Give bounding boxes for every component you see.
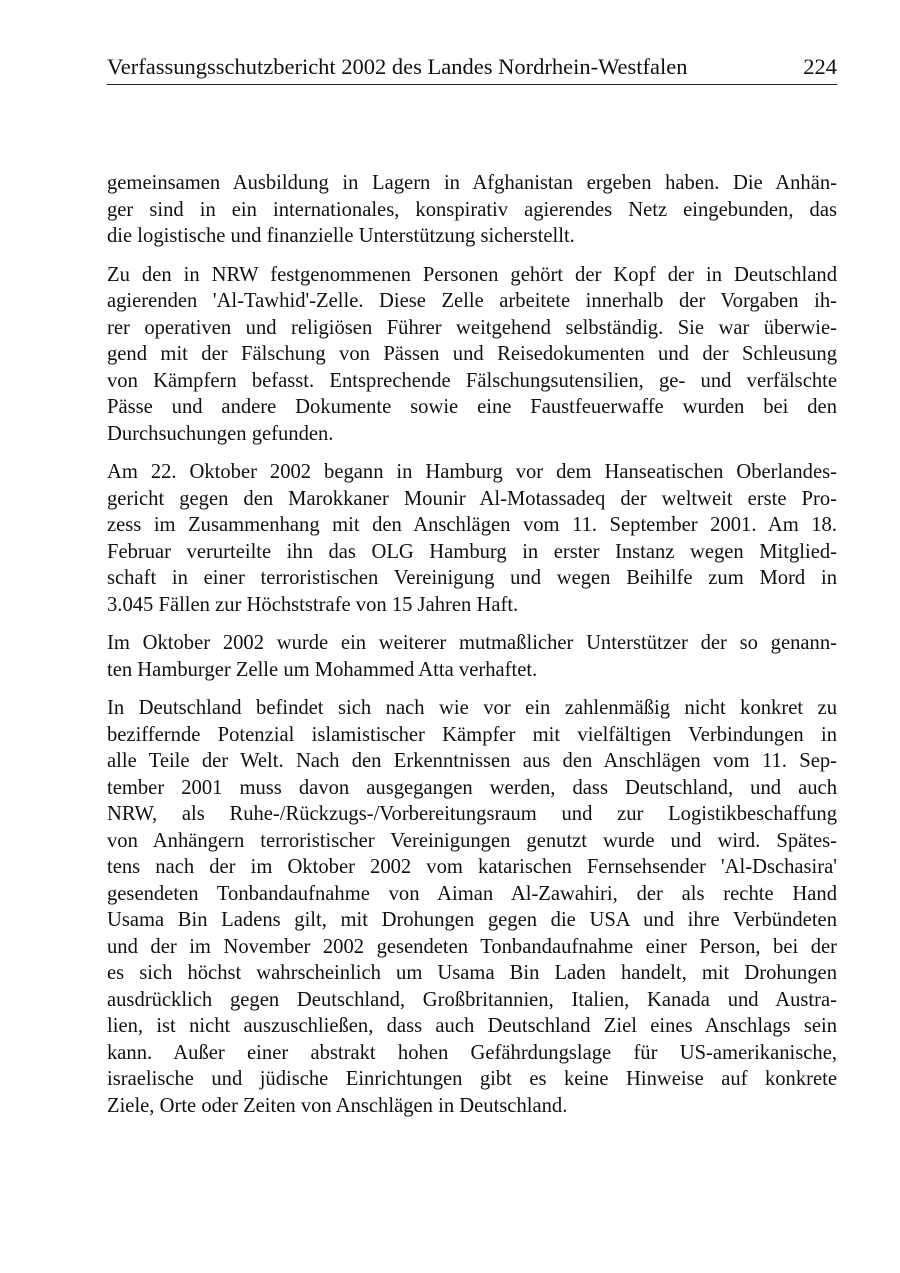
paragraph-3 [107,459,837,618]
text-line: es sich höchst wahrscheinlich um Usama Bin Laden handelt, mit Drohungen [107,962,837,984]
page-number: 224 [803,54,837,79]
paragraph-2 [107,262,837,448]
text-line: die logistische und finanzielle Unterstützung sicherstellt. [107,225,575,247]
text-line: zess im Zusammenhang mit den Anschlägen vom 11. September 2001. Am 18. [107,514,837,536]
text-line: und der im November 2002 gesendeten Tonbandaufnahme einer Person, bei der [107,935,837,958]
paragraph-4 [107,630,837,683]
text-line: von Anhängern terroristischer Vereinigungen genutzt wurde und wird. Spätes- [107,829,837,852]
text-line: ten Hamburger Zelle um Mohammed Atta verhaftet. [107,658,538,681]
running-header [107,52,837,85]
text-line: von Kämpfern befasst. Entsprechende Fälschungsutensilien, ge- und verfälschte [107,369,837,392]
paragraph-1 [107,170,837,250]
text-line: alle Teile der Welt. Nach den Erkenntnissen aus den Anschlägen vom 11. Sep- [107,750,837,772]
text-line: beziffernde Potenzial islamistischer Kämpfer mit vielfältigen Verbindungen in [107,723,837,746]
text-line: tember 2001 muss davon ausgegangen werden, dass Deutschland, und auch [107,776,837,799]
text-line: Pässe und andere Dokumente sowie eine Faustfeuerwaffe wurden bei den [107,396,837,418]
header-title: Verfassungsschutzbericht 2002 des Landes Nordrhein-Westfalen [107,54,688,79]
text-line: Im Oktober 2002 wurde ein weiterer mutmaßlicher Unterstützer der so genann- [107,632,837,654]
text-line: gesendeten Tonbandaufnahme von Aiman Al-Zawahiri, der als rechte Hand [107,882,837,905]
text-line: Durchsuchungen gefunden. [107,422,334,445]
text-line: Usama Bin Ladens gilt, mit Drohungen gegen die USA und ihre Verbündeten [107,909,837,931]
text-line: gend mit der Fälschung von Pässen und Reisedokumenten und der Schleusung [107,343,837,365]
text-line: Zu den in NRW festgenommenen Personen gehört der Kopf der in Deutschland [107,263,837,286]
text-line: In Deutschland befindet sich nach wie vor ein zahlenmäßig nicht konkret zu [107,697,837,719]
text-line: ger sind in ein internationales, konspirativ agierendes Netz eingebunden, das [107,198,837,221]
text-line: rer operativen und religiösen Führer weitgehend selbständig. Sie war überwie- [107,316,837,339]
text-line: ausdrücklich gegen Deutschland, Großbritannien, Italien, Kanada und Austra- [107,988,837,1011]
text-line: gericht gegen den Marokkaner Mounir Al-Motassadeq der weltweit erste Pro- [107,487,837,510]
text-line: Am 22. Oktober 2002 begann in Hamburg vor dem Hanseatischen Oberlandes- [107,461,837,483]
text-line: 3.045 Fällen zur Höchststrafe von 15 Jahren Haft. [107,593,519,616]
text-line: israelische und jüdische Einrichtungen gibt es keine Hinweise auf konkrete [107,1068,837,1090]
text-line: Februar verurteilte ihn das OLG Hamburg in erster Instanz wegen Mitglied- [107,540,837,563]
text-line: lien, ist nicht auszuschließen, dass auch Deutschland Ziel eines Anschlags sein [107,1015,837,1037]
text-line: agierenden 'Al-Tawhid'-Zelle. Diese Zelle arbeitete innerhalb der Vorgaben ih- [107,290,837,312]
text-line: gemeinsamen Ausbildung in Lagern in Afghanistan ergeben haben. Die Anhän- [107,172,837,194]
text-line: tens nach der im Oktober 2002 vom katarischen Fernsehsender 'Al-Dschasira' [107,856,837,878]
text-line: schaft in einer terroristischen Vereinigung und wegen Beihilfe zum Mord in [107,567,837,589]
body-text [107,170,837,1131]
text-line: NRW, als Ruhe-/Rückzugs-/Vorbereitungsraum und zur Logistikbeschaffung [107,803,837,825]
text-line: kann. Außer einer abstrakt hohen Gefährdungslage für US-amerikanische, [107,1041,837,1064]
text-line: Ziele, Orte oder Zeiten von Anschlägen in Deutschland. [107,1094,568,1117]
paragraph-5 [107,695,837,1119]
